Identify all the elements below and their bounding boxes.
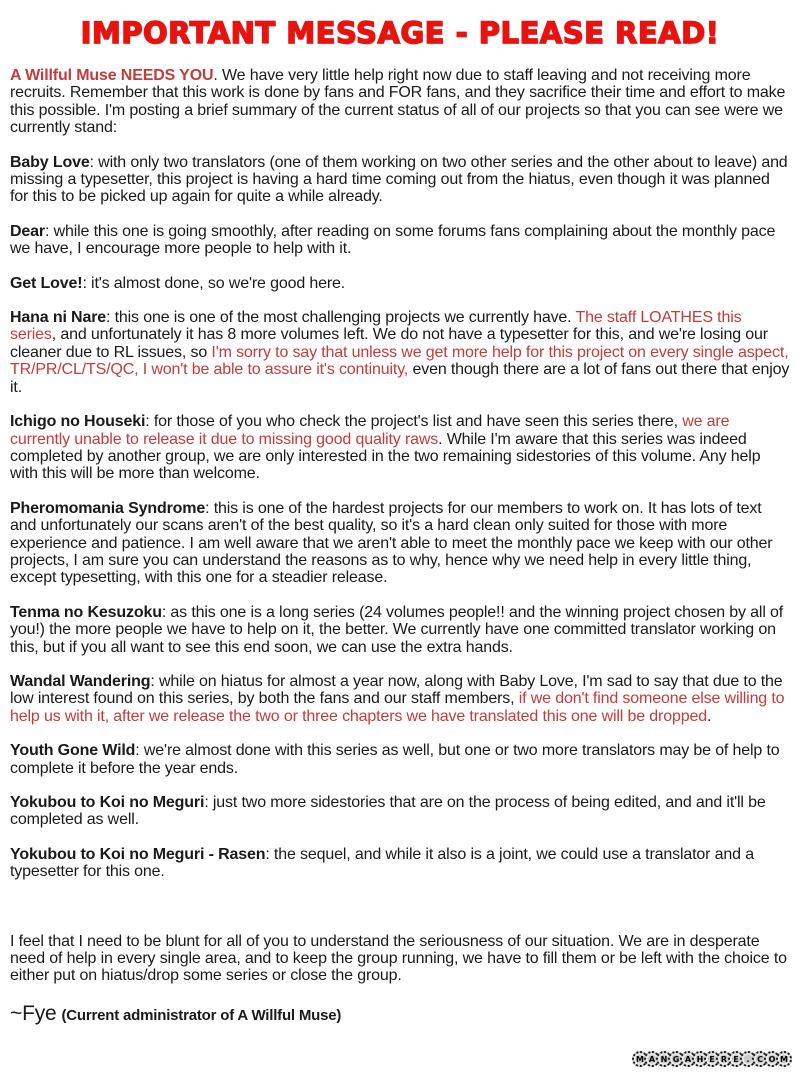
text-segment: Get Love! [10, 274, 83, 292]
paragraph [10, 154, 790, 206]
text-segment: : we're almost done with this series as well, but one or two more translators may be of help to complete it before the year ends. [10, 742, 780, 777]
watermark-letter: E [728, 1051, 744, 1067]
watermark-letter: G [668, 1051, 684, 1067]
text-segment: we are currently unable to release it due to missing good quality raws [10, 413, 730, 448]
watermark-letter: E [704, 1051, 720, 1067]
text-segment: even though there are a lot of fans out there that enjoy it. [10, 361, 790, 396]
paragraph [10, 223, 790, 258]
text-segment: Dear [10, 222, 45, 240]
text-segment: . While I'm aware that this series was indeed completed by another group, we are only interested in the two remaining sidestories of this volume. Any help with this will be more than welcome. [10, 430, 761, 483]
watermark-letter: A [644, 1051, 660, 1067]
watermark-letter: . [740, 1051, 756, 1067]
text-segment: A Willful Muse NEEDS YOU [10, 67, 214, 84]
text-segment: : the sequel, and while it also is a joint, we could use a translator and a typesetter for this one. [10, 845, 754, 881]
text-segment: The staff LOATHES this series [10, 309, 742, 344]
text-segment: : while on hiatus for almost a year now, along with Baby Love, I'm sad to say that due to the low interest found on this series, by both the fans and our staff members, [10, 672, 783, 708]
paragraph [10, 673, 790, 725]
text-segment: : just two more sidestories that are on the process of being edited, and and it'll be completed as well. [10, 794, 766, 829]
text-segment: . [706, 707, 712, 725]
watermark-letter: M [632, 1051, 648, 1067]
text-segment: Yokubou to Koi no Meguri - Rasen [10, 845, 266, 863]
text-segment: Baby Love [10, 153, 90, 171]
paragraph [10, 500, 790, 587]
paragraph [10, 309, 790, 396]
signature [0, 1002, 800, 1026]
watermark-letter: A [680, 1051, 696, 1067]
text-segment: : this one is one of the most challenging projects we currently have. [106, 309, 576, 327]
text-segment: Yokubou to Koi no Meguri [10, 794, 205, 811]
signature-role: (Current administrator of A Willful Muse) [61, 1006, 342, 1024]
text-segment: : while this one is going smoothly, after reading on some forums fans complaining about the monthly pace we have, I encourage more people to help with it. [10, 222, 776, 258]
paragraph [10, 794, 790, 829]
text-segment: Youth Gone Wild [10, 742, 136, 760]
watermark-letter: M [776, 1051, 792, 1067]
watermark-letter: C [752, 1051, 768, 1067]
text-segment: Tenma no Kesuzoku [10, 603, 162, 621]
paragraph [10, 742, 790, 777]
watermark-letter: H [692, 1051, 708, 1067]
text-segment: . We have very little help right now due to staff leaving and not receiving more recruits. Remember that this work is done by fans and FOR fans, and they sacrifice their time and effort to make this possible. I'm posting a brief summary of the current status of all of our projects so that you can see were we currently stand: [10, 67, 786, 137]
text-segment: Wandal Wandering [10, 672, 151, 690]
paragraph [10, 413, 790, 483]
text-segment: : with only two translators (one of them working on two other series and the other about to leave) and missing a typesetter, this project is having a hard time coming out from the hiatus, even though it was planned for this to be picked up again for quite a while already. [10, 153, 788, 206]
text-segment: Pheromomania Syndrome [10, 499, 206, 517]
text-segment: : for those of you who check the project's list and have seen this series there, [145, 413, 683, 431]
paragraph [10, 604, 790, 656]
paragraph [10, 67, 790, 137]
text-segment: if we don't find someone else willing to help us with it, after we release the two or three chapters we have translated this one will be dropped [10, 690, 785, 725]
watermark-letter: N [656, 1051, 672, 1067]
text-segment: Hana ni Nare [10, 309, 107, 327]
text-segment: , and unfortunately it has 8 more volumes left. We do not have a typesetter for this, and we're losing our cleaner due to RL issues, so [10, 326, 768, 361]
text-segment: I feel that I need to be blunt for all of you to understand the seriousness of our situation. We are in desperate need of help in every single area, and to keep the group running, we have to fill them or be left with the choice to either put on hiatus/drop some series or close the group. [10, 932, 787, 985]
paragraph [10, 933, 790, 985]
watermark-letter: R [716, 1051, 732, 1067]
paragraph [10, 275, 790, 292]
watermark-letter: O [764, 1051, 780, 1067]
mangahere-watermark [632, 1051, 792, 1067]
text-segment: : this is one of the hardest projects for our members to work on. It has lots of text and unfortunately our scans aren't of the best quality, so it's a hard clean only suited for those with more experience and patience. I am well aware that we aren't able to meet the monthly pace we keep with our other projects, I am sure you can understand the reasons as to why, hence why we need help in every little thing, except typesetting, with this one for a steadier release. [10, 499, 773, 587]
message-body [0, 67, 800, 985]
text-segment: I'm sorry to say that unless we get more help for this project on every single aspect, TR/PR/CL/TS/QC, I won't be able to assure it's continuity, [10, 343, 789, 379]
paragraph [10, 846, 790, 881]
signature-name: ~Fye [10, 1001, 57, 1025]
text-segment: : it's almost done, so we're good here. [82, 274, 346, 292]
text-segment: Ichigo no Houseki [10, 413, 146, 431]
page-title: IMPORTANT MESSAGE - PLEASE READ! [80, 16, 720, 50]
text-segment: : as this one is a long series (24 volumes people!! and the winning project chosen by all of you!) the more people we have to help on it, the better. We currently have one committed translator working on this, but if you all want to see this end soon, we can use the extra hands. [10, 603, 784, 656]
